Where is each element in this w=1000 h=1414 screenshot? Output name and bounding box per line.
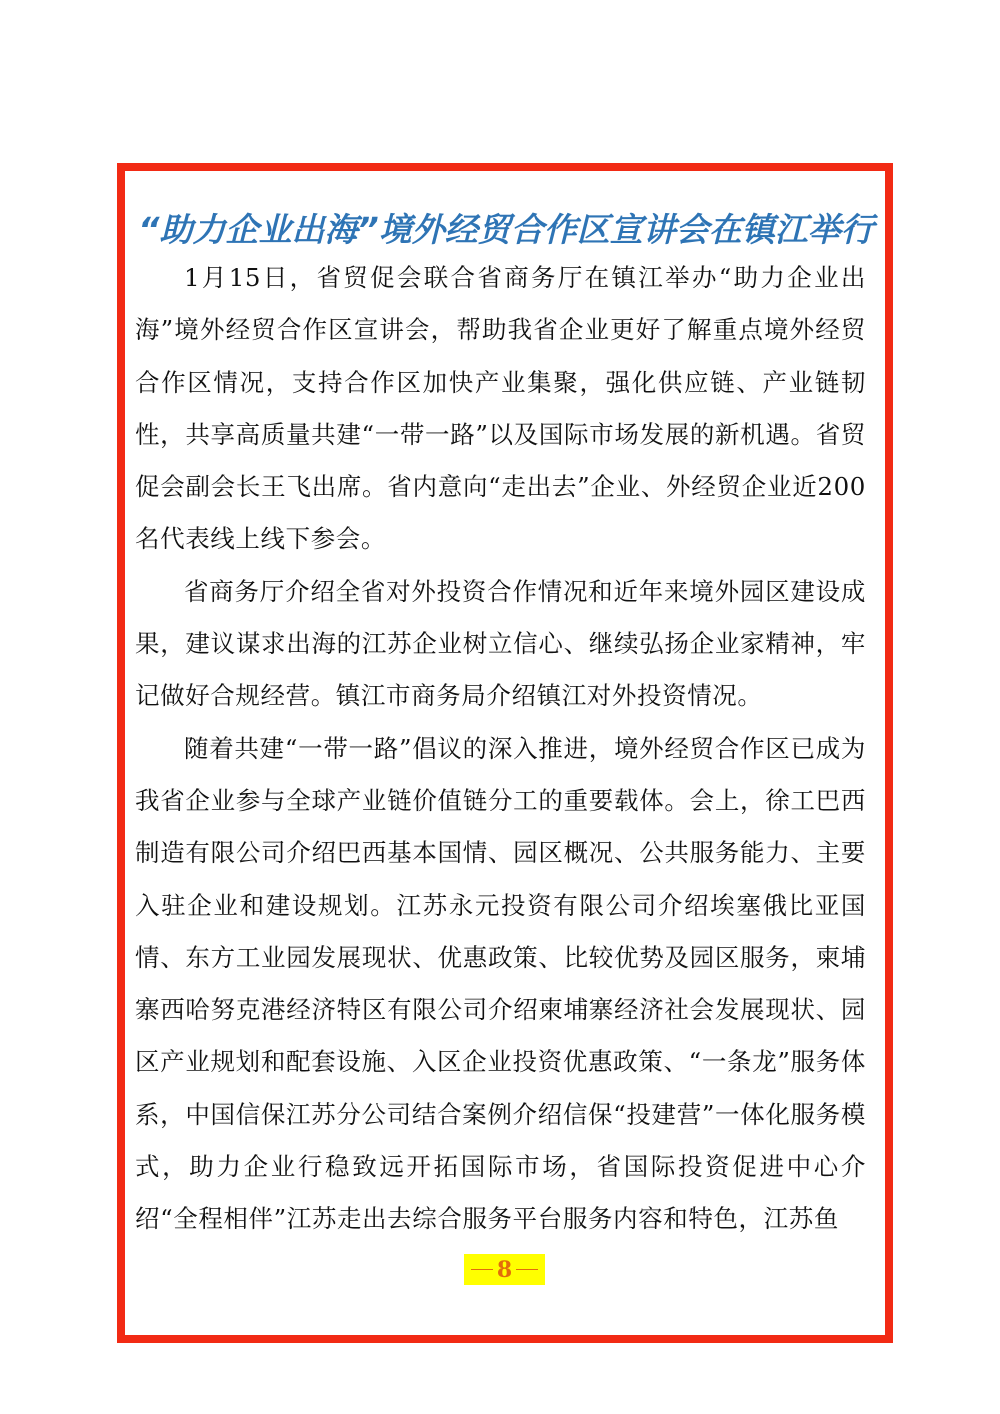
article-paragraph-2: 省商务厅介绍全省对外投资合作情况和近年来境外园区建设成果，建议谋求出海的江苏企业树立信心、继续弘扬企业家精神，牢记做好合规经营。镇江市商务局介绍镇江对外投资情况。 [135, 576, 866, 711]
page-number: 8 [496, 1256, 513, 1283]
article-body [135, 252, 866, 1246]
left-dash [471, 1269, 493, 1271]
right-dash [516, 1269, 538, 1271]
article-title: “助力企业出海”境外经贸合作区宣讲会在镇江举行 [138, 210, 874, 250]
article-paragraph-1: 1月15日，省贸促会联合省商务厅在镇江举办“助力企业出海”境外经贸合作区宣讲会，帮助我省企业更好了解重点境外经贸合作区情况，支持合作区加快产业集聚，强化供应链、产业链韧性，共享高质量共建“一带一路”以及国际市场发展的新机遇。省贸促会副会长王飞出席。省内意向“走出去”企业、外经贸企业近200名代表线上线下参会。 [135, 263, 866, 554]
article-paragraph-3: 随着共建“一带一路”倡议的深入推进，境外经贸合作区已成为我省企业参与全球产业链价值链分工的重要载体。会上，徐工巴西制造有限公司介绍巴西基本国情、园区概况、公共服务能力、主要入驻企业和建设规划。江苏永元投资有限公司介绍埃塞俄比亚国情、东方工业园发展现状、优惠政策、比较优势及园区服务，柬埔寨西哈努克港经济特区有限公司介绍柬埔寨经济社会发展现状、园区产业规划和配套设施、入区企业投资优惠政策、“一条龙”服务体系，中国信保江苏分公司结合案例介绍信保“投建营”一体化服务模式，助力企业行稳致远开拓国际市场，省国际投资促进中心介绍“全程相伴”江苏走出去综合服务平台服务内容和特色，江苏鱼 [135, 733, 866, 1234]
page-number-badge [464, 1254, 545, 1285]
